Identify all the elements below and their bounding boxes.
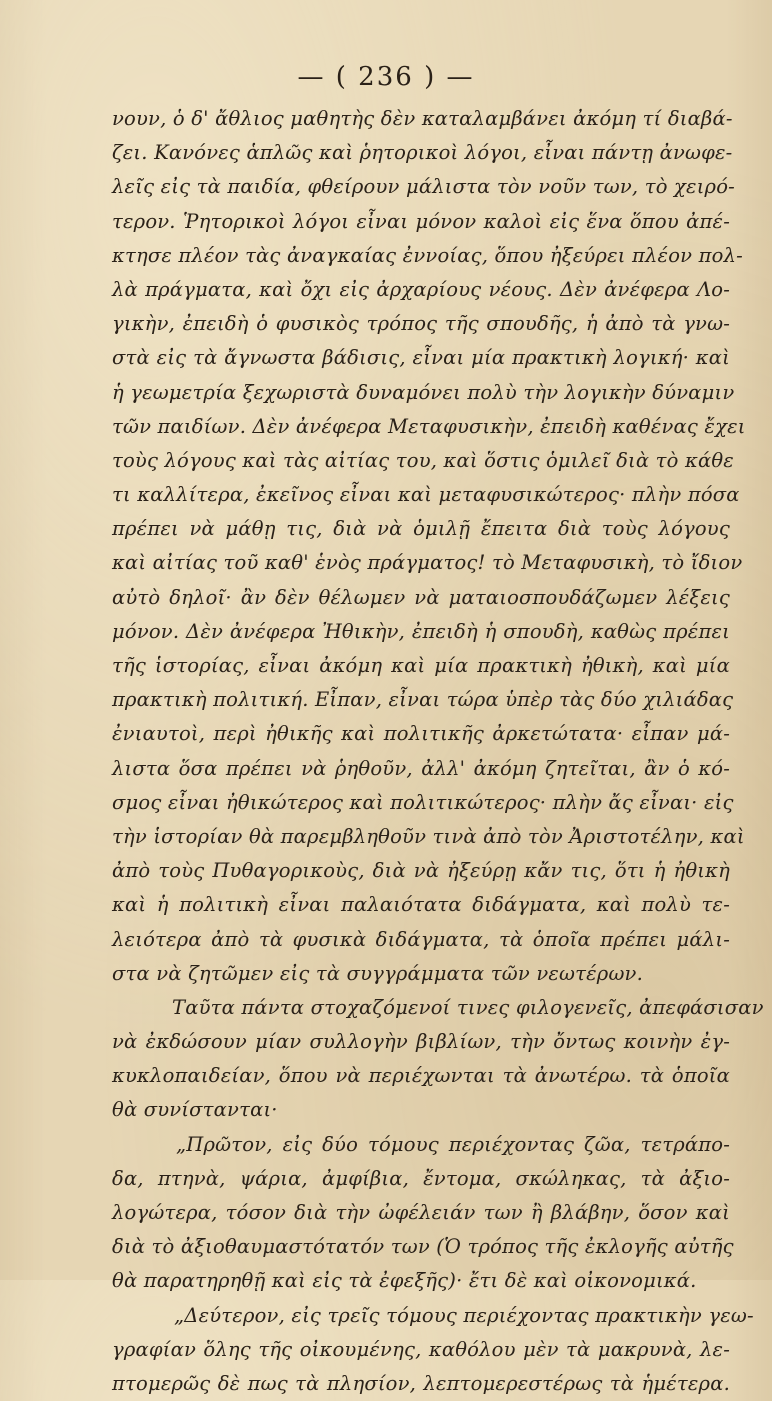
page-number: — ( 236 ) — [297,62,475,92]
text-line: ἀπὸ τοὺς Πυθαγορικοὺς, διὰ νὰ ἠξεύρῃ κἄν τις, ὅτι ἡ ἠθικὴ [112,859,730,883]
text-line: ζει. Κανόνες ἁπλῶς καὶ ῥητορικοὶ λόγοι, εἶναι πάντῃ ἀνωφε- [112,141,733,165]
text-line: λὰ πράγματα, καὶ ὄχι εἰς ἀρχαρίους νέους. Δὲν ἀνέφερα Λο- [112,277,730,301]
paragraph-start-line: „Πρῶτον, εἰς δύο τόμους περιέχοντας ζῶα, τετράπο- [176,1132,730,1156]
text-line: νὰ ἐκδώσουν μίαν συλλογὴν βιβλίων, τὴν ὄντως κοινὴν ἐγ- [112,1030,730,1054]
text-line: λειότερα ἀπὸ τὰ φυσικὰ διδάγματα, τὰ ὁποῖα πρέπει μάλι- [112,927,730,951]
text-line: καὶ ἡ πολιτικὴ εἶναι παλαιότατα διδάγματα, καὶ πολὺ τε- [112,893,730,917]
text-line: θὰ συνίστανται· [112,1098,278,1122]
text-line: πρέπει νὰ μάθῃ τις, διὰ νὰ ὁμιλῇ ἔπειτα διὰ τοὺς λόγους [112,517,730,541]
text-line: μόνον. Δὲν ἀνέφερα Ἠθικὴν, ἐπειδὴ ἡ σπουδὴ, καθὼς πρέπει [112,619,730,643]
text-line: αὐτὸ δηλοῖ· ἂν δὲν θέλωμεν νὰ ματαιοσπουδάζωμεν λέξεις [112,585,730,609]
text-line: τερον. Ῥητορικοὶ λόγοι εἶναι μόνον καλοὶ εἰς ἕνα ὅπου ἀπέ- [112,209,730,233]
text-line: στα νὰ ζητῶμεν εἰς τὰ συγγράμματα τῶν νεωτέρων. [112,961,644,985]
text-line: διὰ τὸ ἀξιοθαυμαστότατόν των (Ὁ τρόπος τῆς ἐκλογῆς αὐτῆς [112,1235,734,1259]
text-line: νουν, ὁ δ' ἄθλιος μαθητὴς δὲν καταλαμβάνει ἀκόμη τί διαβά- [112,107,733,130]
text-line: τῆς ἱστορίας, εἶναι ἀκόμη καὶ μία πρακτικὴ ἠθικὴ, καὶ μία [112,654,730,677]
text-line: πτομερῶς δὲ πως τὰ πλησίον, λεπτομερεστέρως τὰ ἡμέτερα. [112,1371,730,1395]
text-line: τῶν παιδίων. Δὲν ἀνέφερα Μεταφυσικὴν, ἐπειδὴ καθένας ἔχει [112,414,746,438]
text-line: κτησε πλέον τὰς ἀναγκαίας ἐννοίας, ὅπου ἠξεύρει πλέον πολ- [112,243,743,267]
text-line: τοὺς λόγους καὶ τὰς αἰτίας του, καὶ ὅστις ὁμιλεῖ διὰ τὸ κάθε [112,448,734,472]
body-text [112,102,764,1401]
paragraph-start-line: „Δεύτερον, εἰς τρεῖς τόμους περιέχοντας πρακτικὴν γεω- [174,1303,754,1327]
text-line: γικὴν, ἐπειδὴ ὁ φυσικὸς τρόπος τῆς σπουδῆς, ἡ ἀπὸ τὰ γνω- [112,312,730,336]
text-line: πρακτικὴ πολιτική. Εἶπαν, εἶναι τώρα ὑπὲρ τὰς δύο χιλιάδας [112,688,734,712]
text-line: γραφίαν ὅλης τῆς οἰκουμένης, καθόλου μὲν τὰ μακρυνὰ, λε- [112,1337,730,1361]
text-line: σμος εἶναι ἠθικώτερος καὶ πολιτικώτερος· πλὴν ἄς εἶναι· εἰς [112,790,734,814]
text-line: τι καλλίτερα, ἐκεῖνος εἶναι καὶ μεταφυσικώτερος· πλὴν πόσα [112,483,740,507]
paragraph-start-line: Ταῦτα πάντα στοχαζόμενοί τινες φιλογενεῖς, ἀπεφάσισαν [172,995,764,1019]
text-line: δα, πτηνὰ, ψάρια, ἀμφίβια, ἔντομα, σκώληκας, τὰ ἀξιο- [112,1166,730,1190]
text-line: θὰ παρατηρηθῇ καὶ εἰς τὰ ἐφεξῆς)· ἔτι δὲ καὶ οἰκονομικά. [112,1269,697,1293]
text-line: καὶ αἰτίας τοῦ καθ' ἑνὸς πράγματος! τὸ Μεταφυσικὴ, τὸ ἴδιον [112,551,743,575]
text-line: λιστα ὅσα πρέπει νὰ ῥηθοῦν, ἀλλ' ἀκόμη ζητεῖται, ἂν ὁ κό- [112,756,730,780]
text-line: ἐνιαυτοὶ, περὶ ἠθικῆς καὶ πολιτικῆς ἀρκετώτατα· εἶπαν μά- [112,722,730,746]
text-line: λογώτερα, τόσον διὰ τὴν ὠφέλειάν των ἢ βλάβην, ὅσον καὶ [112,1201,730,1224]
text-line: ἡ γεωμετρία ξεχωριστὰ δυναμόνει πολὺ τὴν λογικὴν δύναμιν [112,380,735,404]
text-line: κυκλοπαιδείαν, ὅπου νὰ περιέχωνται τὰ ἀνωτέρω. τὰ ὁποῖα [112,1064,730,1088]
text-line: στὰ εἰς τὰ ἄγνωστα βάδισις, εἶναι μία πρακτικὴ λογική· καὶ [112,346,730,370]
text-line: λεῖς εἰς τὰ παιδία, φθείρουν μάλιστα τὸν νοῦν των, τὸ χειρό- [112,175,735,199]
text-line: τὴν ἱστορίαν θὰ παρεμβληθοῦν τινὰ ἀπὸ τὸν Ἀριστοτέλην, καὶ [112,824,745,848]
